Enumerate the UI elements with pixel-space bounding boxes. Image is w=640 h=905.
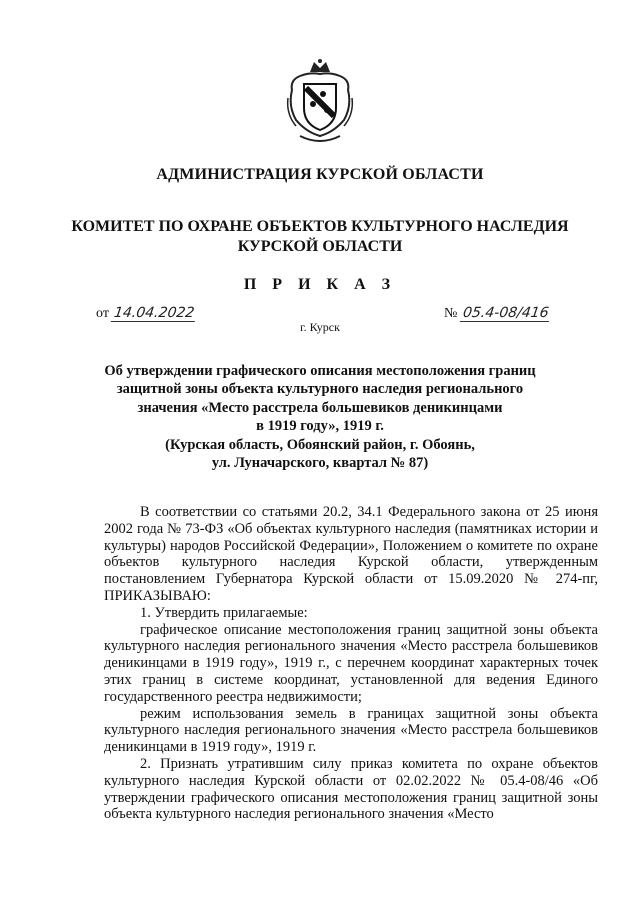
date-prefix: от xyxy=(96,306,109,321)
coat-of-arms-icon xyxy=(286,58,354,146)
city-label: г. Курск xyxy=(300,320,340,334)
body-paragraph: графическое описание местоположения границ защитной зоны объекта культурного наследия регионального значения «Место расстрела большевиков деникинцами в 1919 году», 1919 г., с перечнем координат характерных точек этих границ в системе координат, установленной для ведения Единого государственного реестра недвижимости; xyxy=(104,621,598,705)
body-paragraph: 2. Признать утратившим силу приказ комитета по охране объектов культурного наследия Курской области от 02.02.2022 № 05.4-08/46 «Об утверждении графического описания местоположения границ защитной зоны объекта культурного наследия регионального значения «Место xyxy=(104,755,598,823)
date-value: 14.04.2022 xyxy=(111,305,198,322)
committee-heading-line1: КОМИТЕТ ПО ОХРАНЕ ОБЪЕКТОВ КУЛЬТУРНОГО НАСЛЕДИЯ xyxy=(71,218,569,235)
title-line: ул. Луначарского, квартал № 87) xyxy=(211,455,429,472)
committee-heading xyxy=(0,217,640,257)
body-paragraph: 1. Утвердить прилагаемые: xyxy=(140,604,308,621)
title-line: значения «Место расстрела большевиков деникинцами xyxy=(137,399,503,416)
number-value: 05.4-08/416 xyxy=(460,305,552,322)
document-title xyxy=(100,362,540,472)
title-line: в 1919 году», 1919 г. xyxy=(256,418,384,435)
title-line: защитной зоны объекта культурного наследия регионального xyxy=(116,381,524,398)
body-paragraph: режим использования земель в границах защитной зоны объекта культурного наследия регионального значения «Место расстрела большевиков деникинцами в 1919 году», 1919 г. xyxy=(104,705,598,756)
committee-heading-line2: КУРСКОЙ ОБЛАСТИ xyxy=(237,238,403,255)
administration-heading: АДМИНИСТРАЦИЯ КУРСКОЙ ОБЛАСТИ xyxy=(156,166,484,183)
title-line: (Курская область, Обоянский район, г. Обоянь, xyxy=(165,436,475,453)
title-line: Об утверждении графического описания местоположения границ xyxy=(104,363,536,379)
body-paragraph: В соответствии со статьями 20.2, 34.1 Федерального закона от 25 июня 2002 года № 73-ФЗ «Об объектах культурного наследия (памятниках истории и культуры) народов Российской Федерации», Положением о комитете по охране объектов культурного наследия Курской области, утвержденным постановлением Губернатора Курской области от 15.09.2020 № 274-пг, ПРИКАЗЫВАЮ: xyxy=(104,504,598,604)
number-prefix: № xyxy=(444,306,458,321)
document-body xyxy=(104,504,598,823)
document-type: П Р И К А З xyxy=(243,276,397,293)
